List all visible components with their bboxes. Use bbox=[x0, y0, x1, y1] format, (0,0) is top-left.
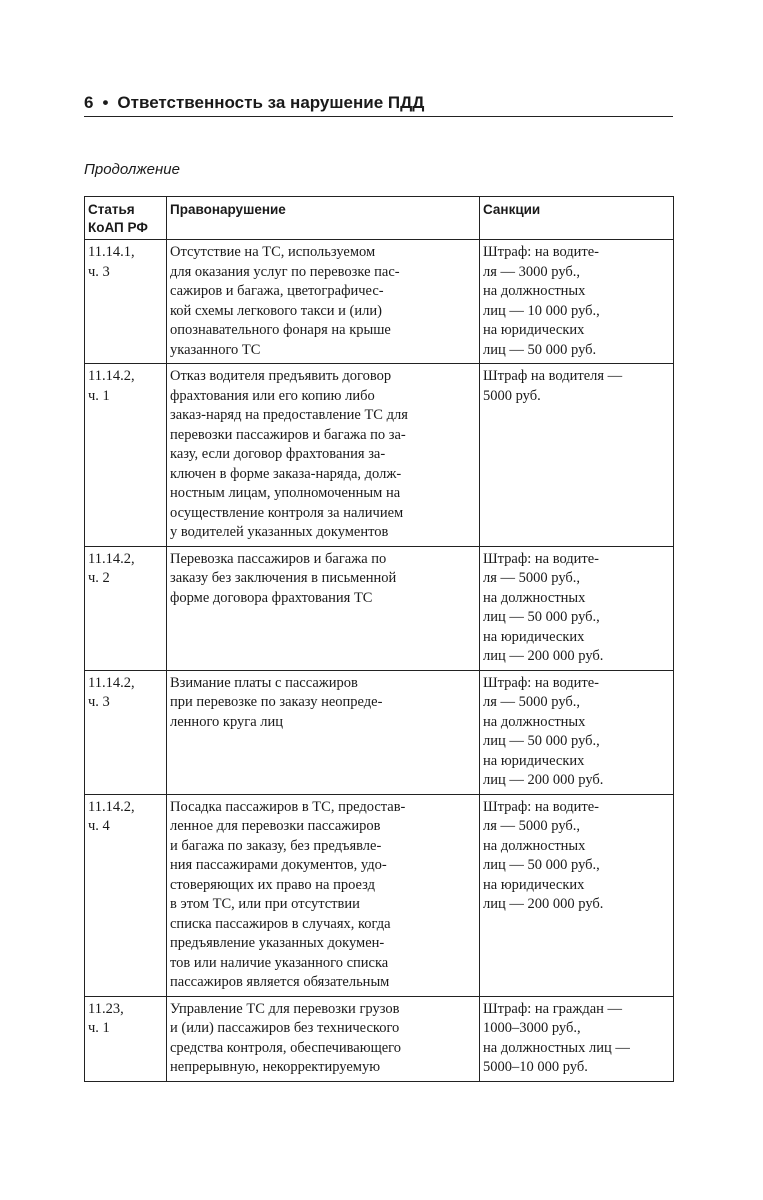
cell-line: Штраф: на водите- bbox=[483, 674, 600, 691]
cell-line: ч. 3 bbox=[88, 694, 110, 710]
cell-line: средства контроля, обеспечивающего bbox=[170, 1039, 402, 1056]
header-line: Статья bbox=[88, 202, 135, 217]
cell-line: у водителей указанных документов bbox=[170, 524, 389, 540]
cell-line: ключен в форме заказа-наряда, долж- bbox=[170, 465, 402, 482]
cell-line: при перевозке по заказу неопреде- bbox=[170, 694, 383, 710]
cell-article bbox=[85, 670, 167, 794]
table-row bbox=[85, 996, 674, 1081]
cell-line: 11.14.2, bbox=[88, 368, 135, 384]
cell-line: и багажа по заказу, без предъявле- bbox=[170, 837, 382, 854]
cell-line: 5000–10 000 руб. bbox=[483, 1059, 588, 1075]
cell-line: ч. 1 bbox=[88, 1020, 110, 1036]
cell-offense bbox=[167, 996, 480, 1081]
cell-sanctions bbox=[480, 670, 674, 794]
table-body bbox=[85, 240, 674, 1082]
cell-line: ч. 1 bbox=[88, 387, 110, 404]
cell-line: тов или наличие указанного списка bbox=[170, 954, 389, 971]
cell-line: предъявление указанных докумен- bbox=[170, 935, 385, 951]
cell-sanctions bbox=[480, 240, 674, 364]
cell-line: заказ-наряд на предоставление ТС для bbox=[170, 407, 408, 423]
header-bullet: • bbox=[102, 93, 109, 112]
cell-line: лиц — 200 000 руб. bbox=[483, 896, 604, 912]
cell-line: сажиров и багажа, цветографичес- bbox=[170, 283, 384, 299]
cell-line: ч. 2 bbox=[88, 570, 110, 586]
cell-line: ленное для перевозки пассажиров bbox=[170, 818, 381, 834]
cell-line: Управление ТС для перевозки грузов bbox=[170, 1000, 400, 1017]
header-line: Правонарушение bbox=[170, 202, 286, 217]
cell-line: опознавательного фонаря на крыше bbox=[170, 322, 391, 338]
cell-line: на должностных bbox=[483, 713, 586, 730]
cell-line: 11.14.2, bbox=[88, 798, 135, 815]
cell-article bbox=[85, 240, 167, 364]
cell-line: лиц — 50 000 руб., bbox=[483, 733, 600, 749]
cell-line: на должностных bbox=[483, 283, 586, 299]
cell-line: 11.23, bbox=[88, 1000, 124, 1017]
cell-line: осуществление контроля за наличием bbox=[170, 504, 404, 521]
cell-line: лиц — 50 000 руб. bbox=[483, 341, 597, 358]
cell-line: ч. 4 bbox=[88, 818, 110, 834]
cell-sanctions bbox=[480, 364, 674, 547]
table-header-row bbox=[85, 197, 674, 240]
column-header-sanctions bbox=[480, 197, 674, 240]
cell-line: указанного ТС bbox=[170, 341, 261, 358]
page-title: Ответственность за нарушение ПДД bbox=[117, 93, 425, 112]
cell-line: Штраф на водителя — bbox=[483, 368, 623, 384]
cell-line: заказу без заключения в письменной bbox=[170, 570, 397, 586]
cell-line: ля — 5000 руб., bbox=[483, 818, 581, 834]
cell-article bbox=[85, 996, 167, 1081]
column-header-article bbox=[85, 197, 167, 240]
cell-line: перевозки пассажиров и багажа по за- bbox=[170, 426, 406, 443]
cell-offense bbox=[167, 240, 480, 364]
cell-line: Штраф: на водите- bbox=[483, 244, 600, 260]
cell-line: Отказ водителя предъявить договор bbox=[170, 368, 392, 384]
cell-line: Штраф: на водите- bbox=[483, 798, 600, 815]
cell-line: лиц — 200 000 руб. bbox=[483, 772, 604, 788]
cell-line: непрерывную, некорректируемую bbox=[170, 1059, 381, 1075]
cell-line: на юридических bbox=[483, 752, 585, 769]
cell-line: на должностных лиц — bbox=[483, 1039, 630, 1056]
cell-article bbox=[85, 546, 167, 670]
header-line: Санкции bbox=[483, 202, 541, 217]
table-row bbox=[85, 546, 674, 670]
cell-line: 5000 руб. bbox=[483, 387, 541, 404]
cell-line: и (или) пассажиров без технического bbox=[170, 1020, 400, 1036]
cell-line: кой схемы легкового такси и (или) bbox=[170, 302, 382, 319]
cell-line: на должностных bbox=[483, 589, 586, 606]
table-row bbox=[85, 670, 674, 794]
cell-line: казу, если договор фрахтования за- bbox=[170, 446, 386, 462]
cell-article bbox=[85, 794, 167, 996]
continuation-label: Продолжение bbox=[84, 161, 180, 178]
column-header-offense bbox=[167, 197, 480, 240]
cell-line: ностным лицам, уполномоченным на bbox=[170, 485, 401, 501]
cell-line: Штраф: на граждан — bbox=[483, 1000, 623, 1017]
cell-line: лиц — 50 000 руб., bbox=[483, 857, 600, 873]
cell-sanctions bbox=[480, 546, 674, 670]
header-line: КоАП РФ bbox=[88, 220, 148, 235]
cell-line: Штраф: на водите- bbox=[483, 550, 600, 567]
cell-line: ля — 5000 руб., bbox=[483, 570, 581, 586]
cell-line: пассажиров является обязательным bbox=[170, 974, 390, 990]
cell-line: Взимание платы с пассажиров bbox=[170, 674, 358, 691]
cell-line: ленного круга лиц bbox=[170, 713, 284, 730]
table-row bbox=[85, 794, 674, 996]
cell-line: на юридических bbox=[483, 322, 585, 338]
running-head bbox=[84, 92, 673, 117]
cell-line: стоверяющих их право на проезд bbox=[170, 876, 375, 893]
cell-offense bbox=[167, 794, 480, 996]
cell-line: ля — 3000 руб., bbox=[483, 263, 581, 280]
cell-line: в этом ТС, или при отсутствии bbox=[170, 896, 360, 912]
cell-article bbox=[85, 364, 167, 547]
cell-line: ч. 3 bbox=[88, 263, 110, 280]
cell-line: на юридических bbox=[483, 876, 585, 893]
cell-line: ля — 5000 руб., bbox=[483, 694, 581, 710]
cell-line: лиц — 10 000 руб., bbox=[483, 302, 600, 319]
cell-offense bbox=[167, 364, 480, 547]
cell-line: Посадка пассажиров в ТС, предостав- bbox=[170, 798, 406, 815]
sanctions-table bbox=[84, 196, 674, 1082]
cell-line: списка пассажиров в случаях, когда bbox=[170, 915, 391, 932]
cell-line: для оказания услуг по перевозке пас- bbox=[170, 263, 400, 280]
cell-line: Перевозка пассажиров и багажа по bbox=[170, 550, 387, 567]
cell-line: 11.14.1, bbox=[88, 244, 135, 260]
cell-line: 1000–3000 руб., bbox=[483, 1020, 581, 1036]
cell-line: ния пассажирами документов, удо- bbox=[170, 857, 387, 873]
cell-line: 11.14.2, bbox=[88, 550, 135, 567]
cell-sanctions bbox=[480, 794, 674, 996]
cell-line: 11.14.2, bbox=[88, 674, 135, 691]
table-row bbox=[85, 364, 674, 547]
cell-line: фрахтования или его копию либо bbox=[170, 387, 375, 404]
cell-line: на должностных bbox=[483, 837, 586, 854]
table-row bbox=[85, 240, 674, 364]
cell-line: Отсутствие на ТС, используемом bbox=[170, 244, 376, 260]
cell-offense bbox=[167, 670, 480, 794]
cell-line: лиц — 50 000 руб., bbox=[483, 609, 600, 625]
cell-sanctions bbox=[480, 996, 674, 1081]
cell-line: форме договора фрахтования ТС bbox=[170, 589, 373, 606]
cell-line: лиц — 200 000 руб. bbox=[483, 648, 604, 664]
cell-line: на юридических bbox=[483, 628, 585, 645]
page-number: 6 bbox=[84, 93, 94, 112]
cell-offense bbox=[167, 546, 480, 670]
